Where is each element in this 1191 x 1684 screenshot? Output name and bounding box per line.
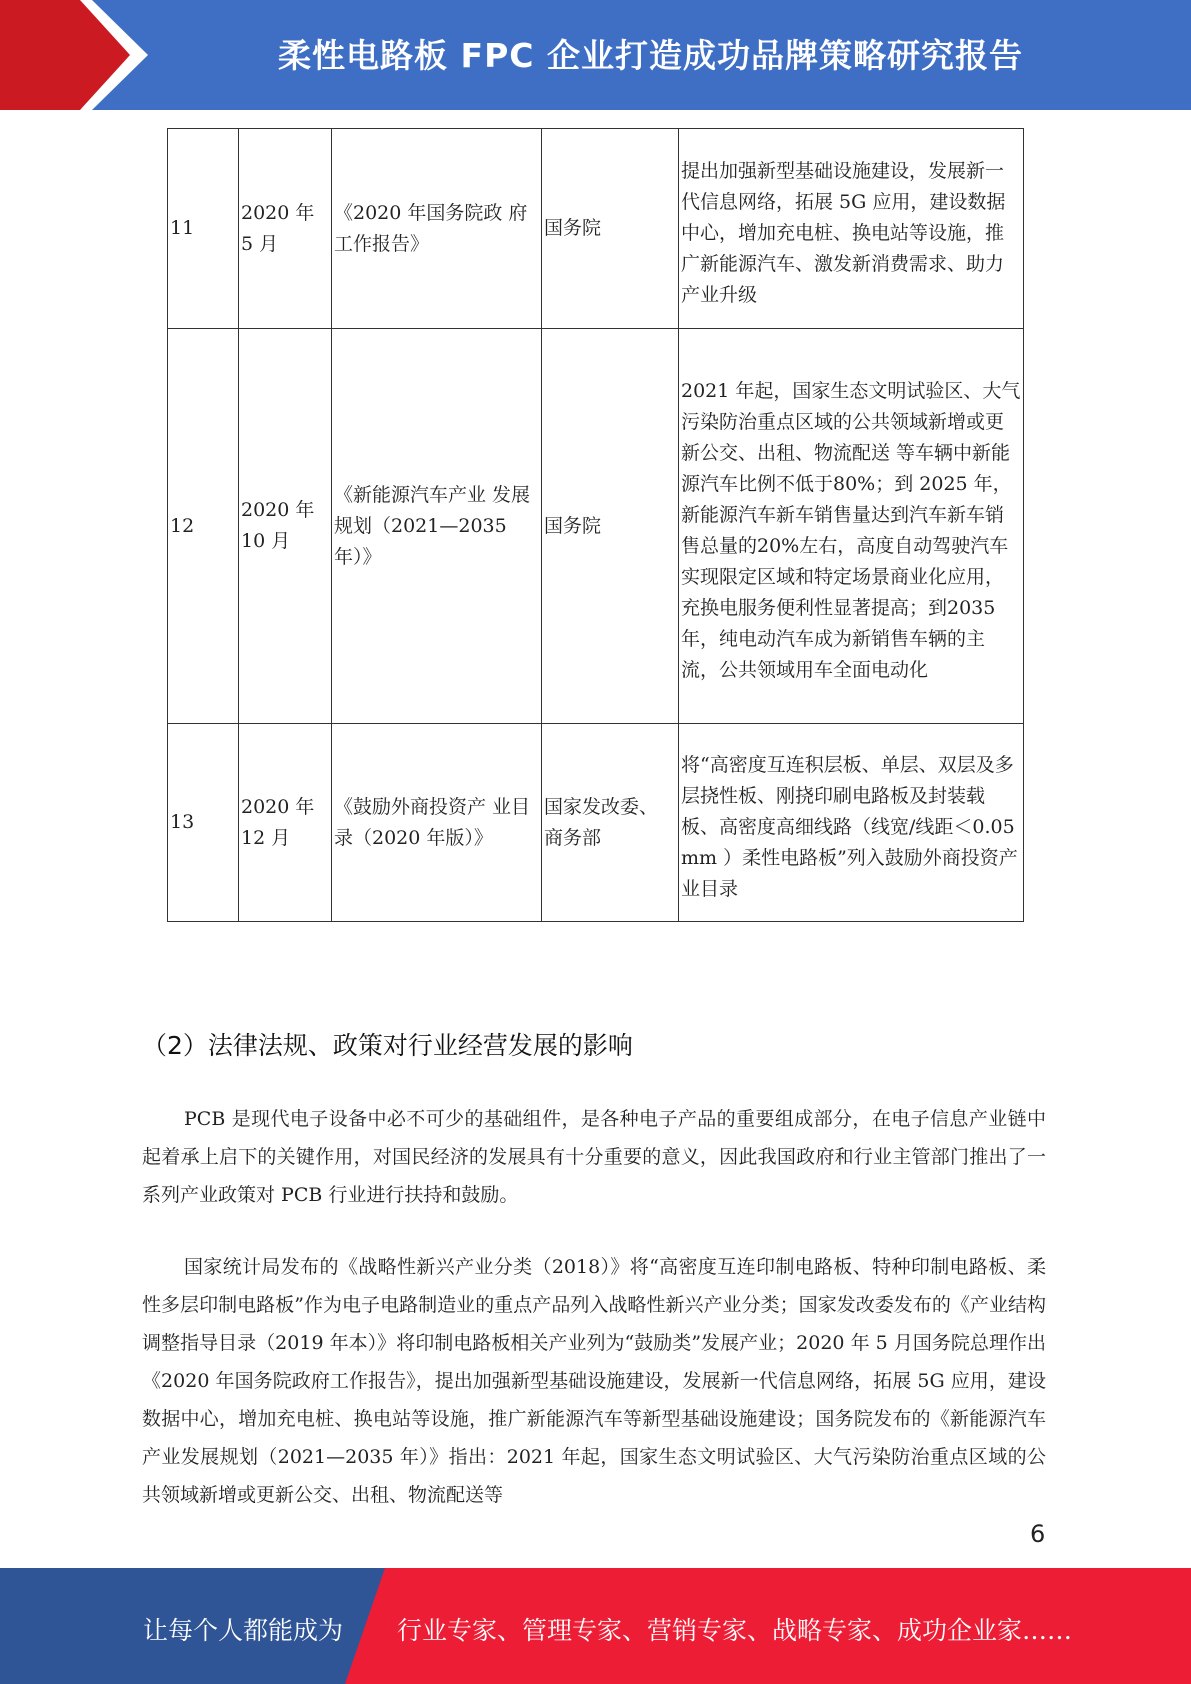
row-issuer: 国务院 (542, 129, 679, 329)
footer-slogan-right: 行业专家、管理专家、营销专家、战略专家、成功企业家…… (397, 1616, 1073, 1645)
row-document: 《新能源汽车产业 发展规划（2021—2035 年）》 (332, 329, 542, 724)
row-date: 2020 年 12 月 (239, 724, 332, 922)
row-document: 《鼓励外商投资产 业目录（2020 年版）》 (332, 724, 542, 922)
table-row (168, 329, 1024, 724)
table-row (168, 129, 1024, 329)
page-footer (0, 1568, 1191, 1684)
footer-slogan-left: 让每个人都能成为 (143, 1616, 344, 1645)
row-content: 提出加强新型基础设施建设，发展新一代信息网络，拓展 5G 应用，建设数据中心，增加充电桩、换电站等设施，推广新能源汽车、激发新消费需求、助力产业升级 (679, 129, 1024, 329)
row-index: 12 (168, 329, 239, 724)
row-content: 2021 年起，国家生态文明试验区、大气污染防治重点区域的公共领域新增或更新公交、出租、物流配送 等车辆中新能源汽车比例不低于80%；到 2025 年，新能源汽车新车销售量达到汽车新车销售总量的20%左右，高度自动驾驶汽车实现限定区域和特定场景商业化应用，充换电服务便利性显著提高；到2035 年，纯电动汽车成为新销售车辆的主流，公共领域用车全面电动化 (679, 329, 1024, 724)
section-heading: （2）法律法规、政策对行业经营发展的影响 (142, 1031, 633, 1060)
body-paragraph: 国家统计局发布的《战略性新兴产业分类（2018）》将“高密度互连印制电路板、特种印制电路板、柔性多层印制电路板”作为电子电路制造业的重点产品列入战略性新兴产业分类；国家发改委发布的《产业结构调整指导目录（2019 年本）》将印制电路板相关产业列为“鼓励类”发展产业；2020 年 5 月国务院总理作出《2020 年国务院政府工作报告》，提出加强新型基础设施建设，发展新一代信息网络，拓展 5G 应用，建设数据中心，增加充电桩、换电站等设施，推广新能源汽车等新型基础设施建设；国务院发布的《新能源汽车产业发展规划（2021—2035 年）》指出：2021 年起，国家生态文明试验区、大气污染防治重点区域的公共领域新增或更新公交、出租、物流配送等 (142, 1256, 1046, 1506)
page-number: 6 (1030, 1520, 1046, 1548)
row-date: 2020 年 10 月 (239, 329, 332, 724)
row-content: 将“高密度互连积层板、单层、双层及多层挠性板、刚挠印刷电路板及封装载板、高密度高细线路（线宽/线距＜0.05mm ）柔性电路板”列入鼓励外商投资产业目录 (679, 724, 1024, 922)
body-paragraph: PCB 是现代电子设备中必不可少的基础组件，是各种电子产品的重要组成部分，在电子信息产业链中起着承上启下的关键作用，对国民经济的发展具有十分重要的意义，因此我国政府和行业主管部门推出了一系列产业政策对 PCB 行业进行扶持和鼓励。 (142, 1108, 1046, 1206)
row-document: 《2020 年国务院政 府工作报告》 (332, 129, 542, 329)
row-issuer: 国家发改委、商务部 (542, 724, 679, 922)
table-row (168, 724, 1024, 922)
page-header (0, 0, 1191, 110)
row-issuer: 国务院 (542, 329, 679, 724)
row-date: 2020 年 5 月 (239, 129, 332, 329)
row-index: 13 (168, 724, 239, 922)
policy-table (167, 128, 1024, 922)
document-title: 柔性电路板 FPC 企业打造成功品牌策略研究报告 (278, 36, 1023, 75)
row-index: 11 (168, 129, 239, 329)
